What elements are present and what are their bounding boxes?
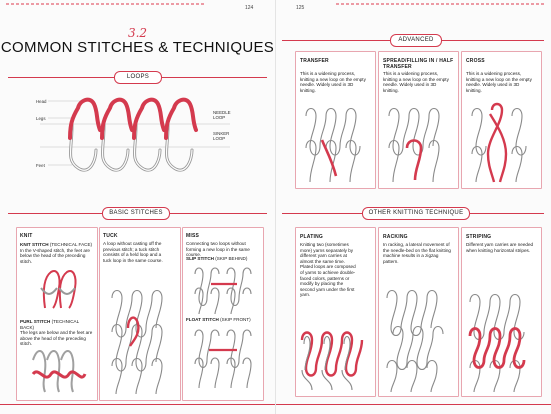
striping-title: STRIPING: [466, 234, 492, 240]
racking-diagram: [383, 286, 453, 392]
racking-card: [378, 227, 459, 397]
miss-title: MISS: [186, 233, 200, 239]
float-stitch-diagram: [193, 328, 253, 396]
loop-label-feet: Feet: [36, 163, 45, 168]
miss-text: Connecting two loops without forming a new loop in the same course.: [186, 241, 250, 258]
loop-label-needle: NEEDLE LOOP: [213, 110, 231, 120]
spread-card: [378, 51, 459, 189]
knit-stitch-text: In the V-shaped stitch, the feet are below the head of the preceding stitch.: [20, 247, 90, 264]
page-number-right: 125: [296, 5, 305, 11]
spread-title: SPREAD/FILLING IN / HALF TRANSFER: [383, 58, 454, 70]
miss-card: [182, 227, 264, 401]
cross-title: CROSS: [466, 58, 485, 64]
plating-text: Knitting two (sometimes more) yarns separately by different yarn carries at almost the same time. Plated loops are composed of yarns to achieve double-faced colors, patterns or modify by placing the second yarn under the first yarn.: [300, 242, 356, 298]
knit-stitch-diagram: [39, 266, 79, 310]
loop-label-head: Head: [36, 99, 47, 104]
transfer-text: This is a widening process, knitting a new loop on the empty needle. Widely used in 3D knitting.: [300, 71, 366, 93]
knit-title: KNIT: [20, 233, 33, 239]
purl-stitch-block: [20, 319, 94, 347]
plating-diagram: [300, 326, 370, 392]
spread-text: This is a widening process, knitting a new loop on the empty needle. Widely used in 3D knitting.: [383, 71, 449, 93]
knit-stitch-note: (TECHNICAL FACE): [49, 242, 93, 247]
chapter-title: COMMON STITCHES & TECHNIQUES: [0, 39, 275, 56]
slip-stitch-diagram: [193, 266, 253, 314]
slip-stitch-note: (SKIP BEHIND): [215, 256, 248, 261]
tuck-stitch-diagram: [108, 288, 174, 396]
tuck-title: TUCK: [103, 233, 118, 239]
striping-card: [461, 227, 542, 397]
slip-stitch-title: SLIP STITCH: [186, 256, 214, 261]
racking-text: In racking, a lateral movement of the needle-bed on the flat knitting machine results in a zigzag pattern.: [383, 242, 451, 264]
knit-stitch-title: KNIT STITCH: [20, 242, 49, 247]
spread-diagram: [385, 104, 451, 184]
bottom-rule-right: [276, 404, 551, 405]
striping-diagram: [466, 290, 536, 392]
chapter-number: 3.2: [127, 26, 148, 40]
loops-heading: LOOPS: [114, 71, 162, 84]
float-stitch-title: FLOAT STITCH: [186, 317, 219, 322]
transfer-title: TRANSFER: [300, 58, 329, 64]
transfer-diagram: [302, 104, 368, 184]
other-heading: OTHER KNITTING TECHNIQUE: [362, 207, 470, 220]
striping-text: Different yarn carries are needed when knitting horizontal stripes.: [466, 242, 534, 253]
tuck-text: A loop without casting off the previous stitch; a tuck stitch consists of a held loop and a tuck loop in the same course.: [103, 241, 163, 263]
plating-card: [295, 227, 376, 397]
purl-stitch-diagram: [31, 344, 87, 396]
float-stitch-note: (SKIP FRONT): [220, 317, 251, 322]
bottom-rule-left: [0, 404, 275, 405]
page-number-left: 124: [245, 5, 254, 11]
loop-label-legs: Legs: [36, 116, 46, 121]
basic-heading: BASIC STITCHES: [102, 207, 170, 220]
top-decorative-stripe-right: [336, 3, 546, 5]
right-page: [276, 0, 551, 414]
float-stitch-heading: [186, 317, 260, 323]
transfer-card: [295, 51, 376, 189]
knit-card: [16, 227, 98, 401]
advanced-heading: ADVANCED: [390, 34, 442, 47]
slip-stitch-heading: [186, 256, 260, 262]
purl-stitch-title: PURL STITCH: [20, 319, 51, 324]
cross-text: This is a widening process, knitting a new loop on the empty needle. Widely used in 3D knitting.: [466, 71, 532, 93]
racking-title: RACKING: [383, 234, 408, 240]
purl-stitch-text: The legs are below and the feet are above the head of the preceding stitch.: [20, 330, 93, 347]
loop-label-sinker: SINKER LOOP: [213, 131, 230, 141]
tuck-card: [99, 227, 181, 401]
purl-stitch-note: (TECHNICAL BACK): [20, 319, 79, 330]
knit-stitch-block: [20, 242, 94, 264]
left-page: [0, 0, 275, 414]
plating-title: PLATING: [300, 234, 323, 240]
cross-card: [461, 51, 542, 189]
cross-diagram: [468, 104, 534, 184]
